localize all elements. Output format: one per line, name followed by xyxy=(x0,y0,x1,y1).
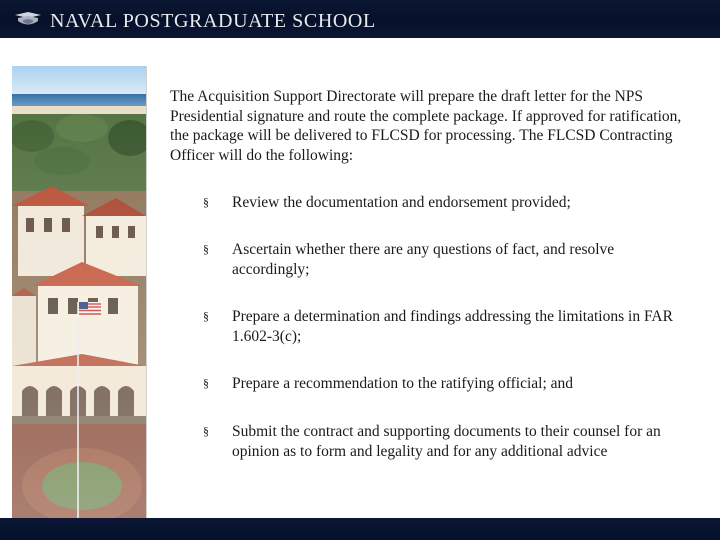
bullet-text: Review the documentation and endorsement provided; xyxy=(232,194,571,211)
intro-paragraph: The Acquisition Support Directorate will prepare the draft letter for the NPS Presidential signature and route the complete package. If approved for ratification, the package will be delivered to FLCSD for processing. The FLCSD Contracting Officer will do the following: xyxy=(170,88,682,164)
bullet-marker: § xyxy=(203,376,209,390)
campus-photo xyxy=(12,66,147,518)
bullet-text: Prepare a recommendation to the ratifying official; and xyxy=(232,375,574,392)
header-bar xyxy=(0,0,720,38)
bullet-marker: § xyxy=(203,195,209,209)
bullet-marker: § xyxy=(203,309,209,323)
nps-crest-icon xyxy=(14,11,42,29)
footer-bar xyxy=(0,518,720,540)
bullet-text: Ascertain whether there are any questions of fact, and resolve accordingly; xyxy=(232,241,615,278)
school-title: NAVAL POSTGRADUATE SCHOOL xyxy=(50,10,376,32)
bullet-text: Prepare a determination and findings addressing the limitations in FAR 1.602-3(c); xyxy=(232,308,673,345)
slide-content xyxy=(0,38,720,518)
bullet-marker: § xyxy=(203,424,209,438)
bullet-text: Submit the contract and supporting documents to their counsel for an opinion as to form and legality and for any additional advice xyxy=(232,423,661,460)
bullet-marker: § xyxy=(203,242,209,256)
